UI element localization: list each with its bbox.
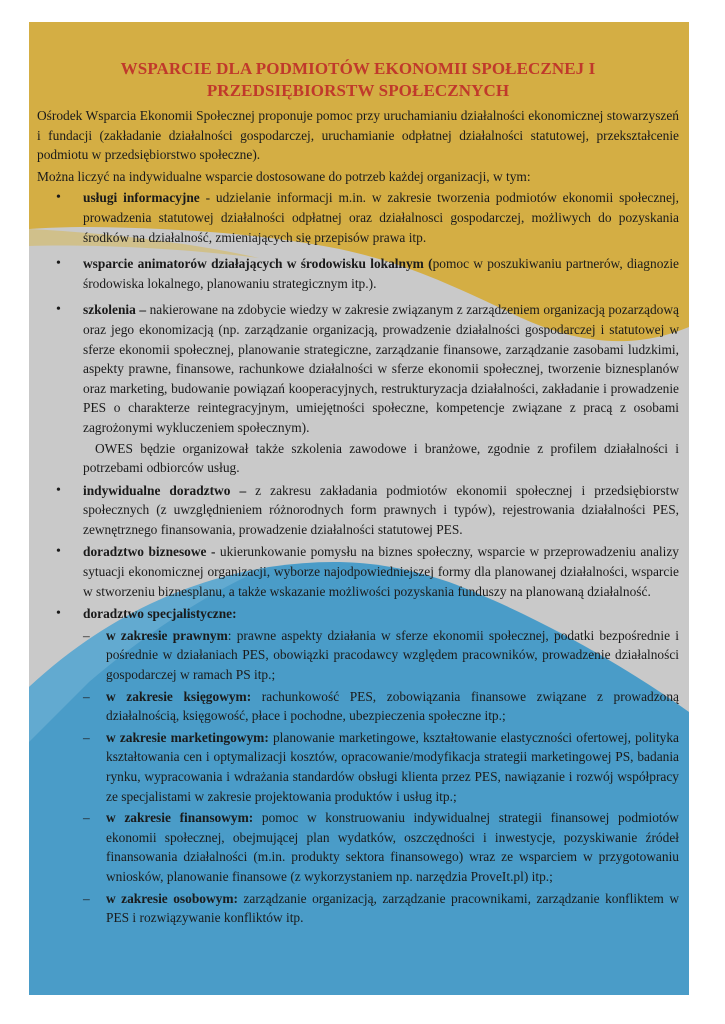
item-text: ukierunkowanie pomysłu na biznes społeczny, wsparcie w przeprowadzeniu analizy sytuacji ekonomicznej organizacji, wyborze najodpowiedniejszej formy dla planowanej działalności, wsparcie w stworzeniu biznesplanu, a także wskazanie możliwości pozyskania funduszy na planowaną działalność. [83, 544, 679, 599]
specialist-list [83, 626, 679, 928]
list-item [83, 481, 679, 540]
sub-term: w zakresie księgowym: [106, 688, 252, 704]
item-term: doradztwo biznesowe - [83, 544, 216, 560]
item-term: indywidualne doradztwo – [83, 482, 247, 498]
sub-item [106, 808, 679, 886]
item-extra: OWES będzie organizował także szkolenia zawodowe i branżowe, zgodnie z profilem działalności i potrzebami odbiorców usług. [83, 440, 679, 476]
sub-item [106, 626, 679, 685]
item-term: wsparcie animatorów działających w środowisku lokalnym ( [83, 256, 433, 272]
sub-text: rachunkowość PES, zobowiązania finansowe związane z prowadzoną działalnością, księgowość, płace i pochodne, ubezpieczenia społeczne itp.; [106, 688, 679, 724]
sub-term: w zakresie finansowym: [106, 810, 254, 826]
item-term: szkolenia – [83, 302, 147, 318]
page-title: WSPARCIE DLA PODMIOTÓW EKONOMII SPOŁECZNEJ I PRZEDSIĘBIORSTW SPOŁECZNYCH [120, 59, 596, 100]
sub-term: w zakresie marketingowym: [106, 729, 269, 745]
intro-paragraph: Ośrodek Wsparcia Ekonomii Społecznej proponuje pomoc przy uruchamianiu działalności ekonomicznej stowarzyszeń i fundacji (zakładanie działalności gospodarczej, uruchamianie odpłatnej działalności statutowej, przekształcenie podmiotu w przedsiębiorstwo społeczne). [37, 108, 679, 163]
content [37, 58, 679, 931]
list-item [83, 300, 679, 477]
list-item [83, 188, 679, 247]
item-text: - udzielanie informacji m.in. w zakresie tworzenia podmiotów ekonomii społecznej, prowadzenia statutowej działalności odpłatnej oraz działalnosci gospodarczej, możliwych do pozyskania środków na działalność, zmieniających się przepisów prawa itp. [83, 190, 679, 245]
sub-item [106, 687, 679, 726]
sub-term: w zakresie osobowym: [106, 890, 238, 906]
list-item [83, 542, 679, 601]
sub-term: w zakresie prawnym [106, 627, 228, 643]
item-text: nakierowane na zdobycie wiedzy w zakresie związanym z zarządzeniem organizacją pozarządową oraz jego ekonomizacją (np. zarządzanie organizacją, prowadzenie działalności gospodarczej i statutowej w sferze ekonomii społecznej, planowanie strategiczne, zarządzanie finansowe, zarządzanie zasobami ludzkimi, aspekty prawne, finansowe, rachunkowe działalności w sferze ekonomii społecznej, tworzenie biznesplanów oraz marketing, budowanie powiązań kooperacyjnych, restrukturyzacja działalności, zakładanie i prowadzenie PES o charakterze reintegracyjnym, umiejętności społeczne, kompetencje związane z pracą z osobami zagrożonymi wykluczeniem społecznym). [83, 302, 679, 435]
list-item [83, 604, 679, 928]
lead-paragraph: Można liczyć na indywidualne wsparcie dostosowane do potrzeb każdej organizacji, w tym: [37, 168, 531, 184]
item-text: pomoc w poszukiwaniu partnerów, diagnozie środowiska lokalnego, planowaniu strategicznym itp.). [83, 256, 679, 291]
sub-text: zarządzanie organizacją, zarządzanie pracownikami, zarządzanie konfliktem w PES i rozwiązywanie konfliktów itp. [106, 890, 679, 926]
sub-item [106, 889, 679, 928]
sub-text: pomoc w konstruowaniu indywidualnej strategii finansowej podmiotów ekonomii społecznej, obejmującej plan wydatków, oszczędności i inwestycje, pozyskiwanie źródeł finansowania działalności (m.in. produkty sektora finansowego) wraz ze wsparciem w przygotowaniu wniosków, planowanie finansowe (z wykorzystaniem np. narzędzia ProveIt.pl) itp.; [106, 810, 679, 884]
item-text: z zakresu zakładania podmiotów ekonomii społecznej i przedsiębiorstw społecznych (z uwzględnieniem różnorodnych form prawnych i typów), rejestrowania działalności PES, zewnętrznego finansowania, prowadzenie działalności statutowej PES. [83, 482, 679, 537]
poster [29, 22, 689, 995]
item-term: usługi informacyjne [83, 190, 200, 206]
support-list [37, 188, 679, 927]
list-item [83, 254, 679, 293]
item-term: doradztwo specjalistyczne: [83, 606, 237, 622]
sub-text: planowanie marketingowe, kształtowanie elastyczności ofertowej, polityka kształtowania cen i optymalizacji kosztów, opracowanie/modyfikacja strategii marketingowej PS, badania rynku, wypracowania i wdrażania standardów obsługi klienta przez PES, nawiązanie i rozwój współpracy ze specjalistami w zakresie projektowania produktów i usług itp.; [106, 729, 679, 804]
sub-text: : prawne aspekty działania w sferze ekonomii społecznej, podatki bezpośrednie i pośrednie w działaniach PES, obowiązki pracodawcy względem pracowników, prowadzenie działalności gospodarczej w ramach PS itp.; [106, 627, 679, 683]
sub-item [106, 728, 679, 806]
